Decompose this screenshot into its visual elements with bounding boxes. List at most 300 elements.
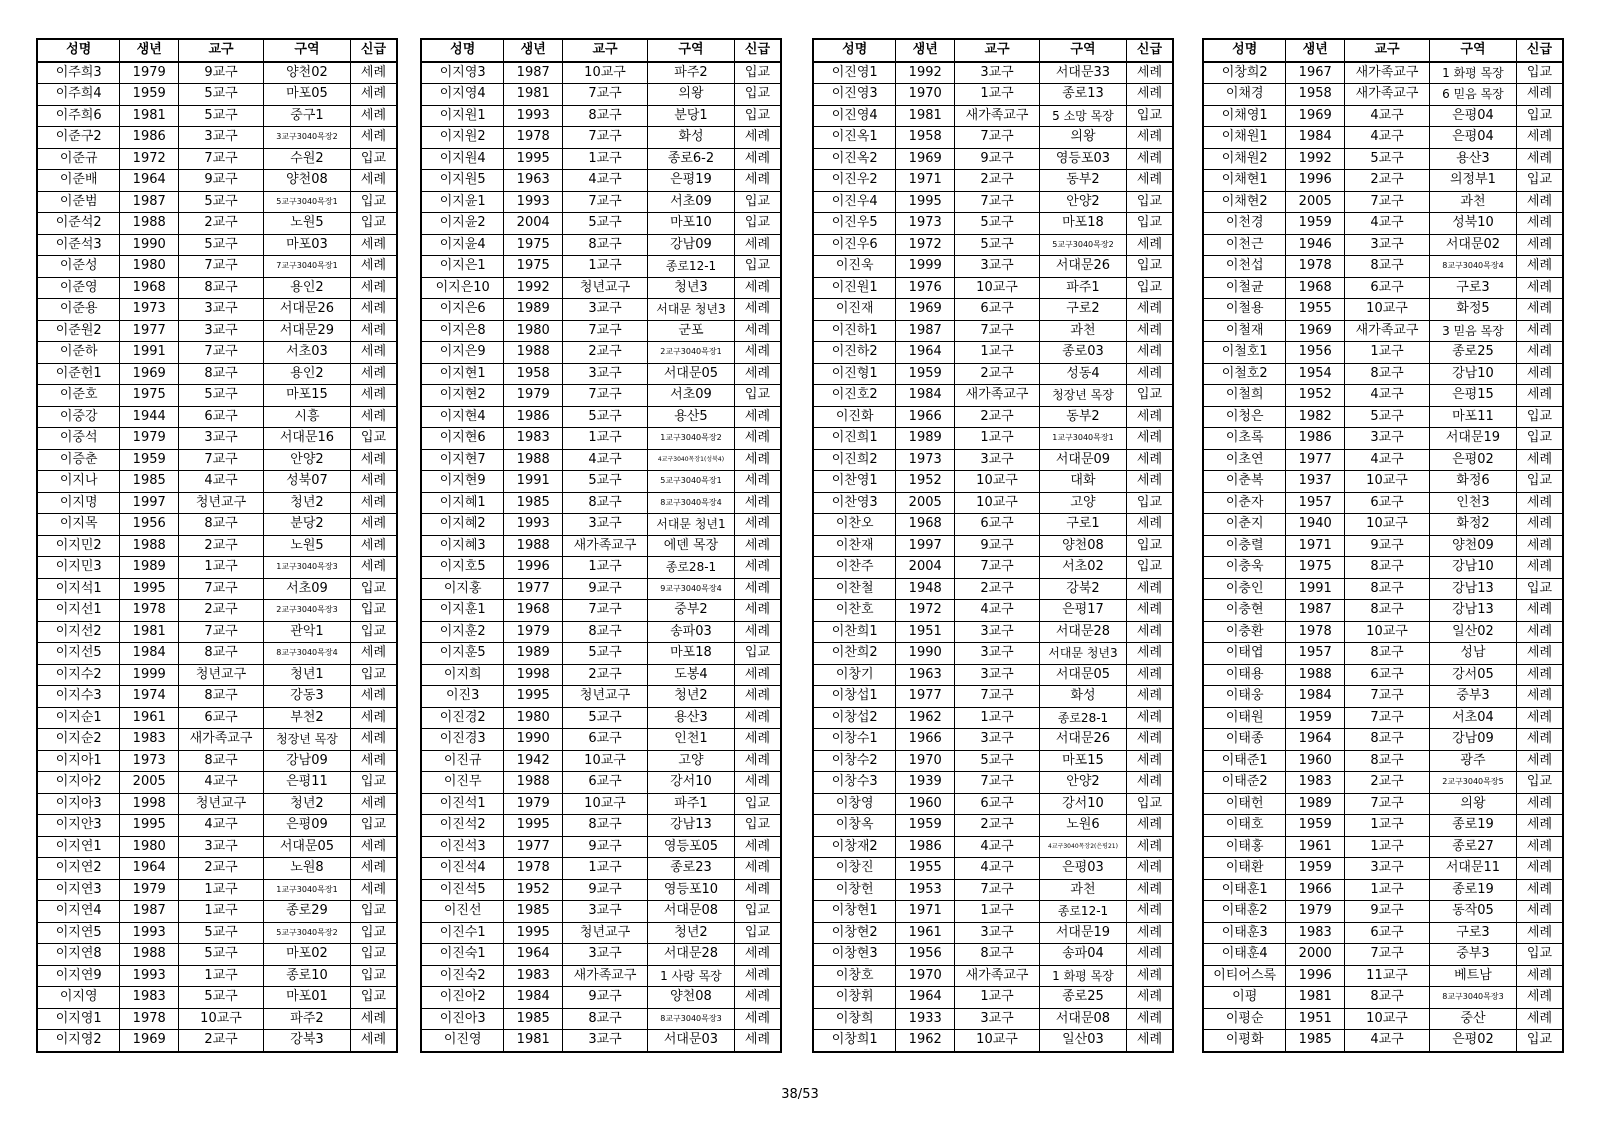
cell-baptism-status: 세례 [1126,299,1173,321]
cell-baptism-status: 세례 [734,686,781,708]
table-row [1203,449,1563,471]
cell-birth-year: 1988 [504,535,563,557]
cell-baptism-status: 세례 [1516,449,1563,471]
cell-baptism-status: 세례 [350,535,397,557]
cell-birth-year: 1984 [120,643,179,665]
cell-district: 서대문28 [1039,621,1126,643]
roster-table [420,38,782,1053]
cell-baptism-status: 입교 [350,987,397,1009]
table-row [421,858,781,880]
cell-birth-year: 1978 [504,127,563,149]
cell-district: 베트남 [1429,965,1516,987]
cell-baptism-status: 세례 [1126,514,1173,536]
cell-baptism-status: 입교 [1126,191,1173,213]
cell-district: 6 믿음 목장 [1429,84,1516,106]
cell-name: 이진옥2 [813,148,896,170]
cell-baptism-status: 입교 [1516,105,1563,127]
table-row [813,901,1173,923]
cell-birth-year: 1958 [1286,84,1345,106]
cell-birth-year: 1977 [1286,449,1345,471]
cell-birth-year: 1987 [120,901,179,923]
cell-district: 5 소망 목장 [1039,105,1126,127]
cell-baptism-status: 세례 [1126,428,1173,450]
cell-baptism-status: 세례 [734,514,781,536]
cell-parish: 3교구 [1345,234,1430,256]
cell-name: 이지윤2 [421,213,504,235]
roster-table [812,38,1174,1053]
cell-district: 화정6 [1429,471,1516,493]
cell-parish: 1교구 [955,428,1040,450]
table-row [37,750,397,772]
cell-parish: 3교구 [955,643,1040,665]
cell-district: 고양 [1039,492,1126,514]
cell-birth-year: 1988 [504,772,563,794]
cell-baptism-status: 입교 [350,965,397,987]
column-header: 성명 [1203,39,1286,62]
table-row [813,987,1173,1009]
cell-baptism-status: 입교 [350,578,397,600]
cell-birth-year: 1959 [120,449,179,471]
cell-parish: 2교구 [179,1030,264,1052]
cell-birth-year: 1990 [504,729,563,751]
table-row [421,815,781,837]
cell-birth-year: 1959 [896,815,955,837]
cell-name: 이철희 [1203,385,1286,407]
table-row [813,191,1173,213]
cell-birth-year: 1983 [1286,922,1345,944]
cell-baptism-status: 세례 [1516,127,1563,149]
table-row [1203,299,1563,321]
cell-name: 이지석1 [37,578,120,600]
cell-birth-year: 1996 [1286,170,1345,192]
cell-district: 마포15 [263,385,350,407]
cell-birth-year: 1968 [120,277,179,299]
cell-baptism-status: 세례 [350,342,397,364]
cell-baptism-status: 세례 [1516,965,1563,987]
cell-birth-year: 1992 [1286,148,1345,170]
cell-parish: 3교구 [179,299,264,321]
table-row [813,664,1173,686]
cell-name: 이증춘 [37,449,120,471]
cell-name: 이준석2 [37,213,120,235]
roster-table [1202,38,1564,1053]
cell-parish: 11교구 [1345,965,1430,987]
table-row [421,342,781,364]
cell-birth-year: 1997 [120,492,179,514]
cell-district: 마포10 [647,213,734,235]
cell-parish: 4교구 [179,772,264,794]
cell-name: 이춘지 [1203,514,1286,536]
cell-parish: 8교구 [1345,750,1430,772]
table-row [1203,643,1563,665]
cell-name: 이지현4 [421,406,504,428]
cell-baptism-status: 세례 [1126,1008,1173,1030]
cell-name: 이지연4 [37,901,120,923]
cell-baptism-status: 세례 [350,277,397,299]
cell-name: 이청은 [1203,406,1286,428]
cell-parish: 1교구 [563,148,648,170]
cell-baptism-status: 세례 [734,299,781,321]
cell-name: 이창희1 [813,1030,896,1052]
cell-baptism-status: 세례 [350,1030,397,1052]
cell-district: 서초09 [647,191,734,213]
cell-baptism-status: 세례 [734,471,781,493]
cell-birth-year: 1977 [120,320,179,342]
cell-name: 이창휘 [813,987,896,1009]
table-row [813,320,1173,342]
cell-parish: 2교구 [955,363,1040,385]
cell-district: 종로12-1 [647,256,734,278]
cell-name: 이철재 [1203,320,1286,342]
cell-parish: 4교구 [1345,385,1430,407]
table-row [421,686,781,708]
cell-birth-year: 1956 [896,944,955,966]
table-row [37,492,397,514]
table-row [1203,600,1563,622]
cell-baptism-status: 세례 [734,965,781,987]
cell-baptism-status: 세례 [1126,664,1173,686]
cell-district: 구로3 [1429,277,1516,299]
cell-district: 수원2 [263,148,350,170]
cell-parish: 7교구 [1345,793,1430,815]
cell-parish: 6교구 [563,772,648,794]
cell-name: 이천섭 [1203,256,1286,278]
cell-birth-year: 1987 [1286,600,1345,622]
cell-birth-year: 1975 [120,385,179,407]
cell-baptism-status: 세례 [734,729,781,751]
cell-parish: 5교구 [179,84,264,106]
cell-birth-year: 1955 [1286,299,1345,321]
cell-birth-year: 1973 [120,299,179,321]
cell-district: 의왕 [647,84,734,106]
cell-birth-year: 1979 [504,385,563,407]
cell-name: 이지아1 [37,750,120,772]
table-row [421,385,781,407]
cell-district: 동부2 [1039,406,1126,428]
cell-district: 은평02 [1429,449,1516,471]
cell-name: 이진영 [421,1030,504,1052]
cell-name: 이창헌 [813,879,896,901]
cell-parish: 2교구 [179,600,264,622]
cell-name: 이지은6 [421,299,504,321]
table-row [1203,105,1563,127]
cell-district: 종로03 [1039,342,1126,364]
table-row [813,578,1173,600]
cell-birth-year: 1972 [896,600,955,622]
cell-district: 동부2 [1039,170,1126,192]
cell-parish: 5교구 [179,191,264,213]
cell-name: 이지명 [37,492,120,514]
table-row [37,471,397,493]
cell-district: 시흥 [263,406,350,428]
cell-parish: 청년교구 [563,686,648,708]
cell-birth-year: 1982 [1286,406,1345,428]
table-row [37,901,397,923]
table-row [421,836,781,858]
table-row [37,944,397,966]
cell-district: 종로27 [1429,836,1516,858]
cell-baptism-status: 세례 [1516,213,1563,235]
cell-baptism-status: 세례 [734,127,781,149]
cell-baptism-status: 입교 [1126,277,1173,299]
cell-baptism-status: 세례 [734,148,781,170]
table-row [1203,707,1563,729]
cell-parish: 8교구 [1345,557,1430,579]
cell-birth-year: 1981 [120,105,179,127]
cell-baptism-status: 세례 [350,127,397,149]
cell-birth-year: 1973 [896,449,955,471]
table-row [813,750,1173,772]
table-row [421,578,781,600]
cell-birth-year: 1987 [504,62,563,84]
cell-name: 이채현2 [1203,191,1286,213]
cell-parish: 6교구 [955,299,1040,321]
cell-parish: 3교구 [955,729,1040,751]
cell-baptism-status: 세례 [1126,170,1173,192]
table-row [813,836,1173,858]
table-row [37,987,397,1009]
cell-district: 구로3 [1429,922,1516,944]
cell-parish: 2교구 [563,664,648,686]
cell-name: 이태준2 [1203,772,1286,794]
table-row [421,406,781,428]
cell-birth-year: 1993 [504,514,563,536]
cell-name: 이진재 [813,299,896,321]
cell-name: 이지연1 [37,836,120,858]
column-header: 교구 [955,39,1040,62]
cell-birth-year: 1960 [1286,750,1345,772]
cell-baptism-status: 입교 [350,772,397,794]
cell-baptism-status: 세례 [350,406,397,428]
column-header: 생년 [896,39,955,62]
table-row [421,471,781,493]
cell-baptism-status: 세례 [1516,277,1563,299]
cell-birth-year: 1998 [504,664,563,686]
cell-name: 이지원2 [421,127,504,149]
cell-baptism-status: 세례 [1516,320,1563,342]
cell-name: 이지원1 [421,105,504,127]
table-row [421,643,781,665]
cell-baptism-status: 입교 [1126,213,1173,235]
cell-parish: 9교구 [563,578,648,600]
cell-name: 이태훈3 [1203,922,1286,944]
cell-name: 이진석3 [421,836,504,858]
cell-parish: 2교구 [179,535,264,557]
cell-parish: 4교구 [955,858,1040,880]
cell-district: 서대문28 [647,944,734,966]
table-row [421,449,781,471]
column-header: 교구 [179,39,264,62]
cell-birth-year: 1985 [1286,1030,1345,1052]
cell-district: 양천08 [263,170,350,192]
cell-baptism-status: 세례 [350,879,397,901]
cell-district: 1교구3040목장2 [647,428,734,450]
cell-birth-year: 1970 [896,750,955,772]
cell-baptism-status: 세례 [1126,686,1173,708]
column-header: 생년 [120,39,179,62]
cell-parish: 7교구 [563,127,648,149]
cell-name: 이진옥1 [813,127,896,149]
cell-parish: 10교구 [955,1030,1040,1052]
cell-name: 이평순 [1203,1008,1286,1030]
table-row [421,191,781,213]
cell-birth-year: 1986 [896,836,955,858]
table-row [1203,320,1563,342]
cell-baptism-status: 입교 [1126,105,1173,127]
cell-birth-year: 1940 [1286,514,1345,536]
cell-parish: 1교구 [179,879,264,901]
cell-name: 이진영4 [813,105,896,127]
table-row [421,707,781,729]
cell-baptism-status: 세례 [1126,643,1173,665]
cell-birth-year: 1948 [896,578,955,600]
table-row [37,1008,397,1030]
cell-district: 서대문26 [263,299,350,321]
cell-baptism-status: 세례 [1516,879,1563,901]
cell-birth-year: 1955 [896,858,955,880]
cell-parish: 3교구 [1345,428,1430,450]
cell-district: 4교구3040목장1(성북4) [647,449,734,471]
cell-birth-year: 1989 [896,428,955,450]
cell-name: 이진화 [813,406,896,428]
cell-birth-year: 1979 [504,621,563,643]
cell-birth-year: 1992 [504,277,563,299]
column-header: 신급 [734,39,781,62]
cell-birth-year: 1973 [896,213,955,235]
cell-name: 이지연3 [37,879,120,901]
cell-district: 종로25 [1429,342,1516,364]
table-row [37,170,397,192]
cell-birth-year: 1964 [1286,729,1345,751]
table-row [1203,148,1563,170]
table-header-row [1203,39,1563,62]
cell-district: 과천 [1039,879,1126,901]
cell-baptism-status: 세례 [734,836,781,858]
table-row [421,879,781,901]
cell-parish: 3교구 [563,363,648,385]
table-row [813,299,1173,321]
cell-baptism-status: 세례 [1126,600,1173,622]
cell-baptism-status: 세례 [1516,299,1563,321]
cell-district: 종로29 [263,901,350,923]
cell-name: 이춘자 [1203,492,1286,514]
cell-baptism-status: 입교 [1126,492,1173,514]
cell-parish: 7교구 [1345,707,1430,729]
cell-birth-year: 1995 [504,686,563,708]
cell-parish: 7교구 [955,686,1040,708]
table-row [37,449,397,471]
cell-parish: 5교구 [179,922,264,944]
cell-district: 은평09 [263,815,350,837]
cell-parish: 8교구 [955,944,1040,966]
cell-birth-year: 1989 [1286,793,1345,815]
table-row [37,342,397,364]
cell-parish: 새가족교구 [563,965,648,987]
cell-parish: 8교구 [1345,600,1430,622]
cell-name: 이태웅 [1203,686,1286,708]
table-row [37,815,397,837]
table-row [421,965,781,987]
cell-baptism-status: 세례 [1126,836,1173,858]
table-row [1203,944,1563,966]
cell-district: 서초09 [263,578,350,600]
table-row [421,729,781,751]
cell-name: 이진아2 [421,987,504,1009]
cell-district: 영등포10 [647,879,734,901]
cell-name: 이채영1 [1203,105,1286,127]
cell-name: 이창수1 [813,729,896,751]
cell-baptism-status: 세례 [350,363,397,385]
table-row [813,385,1173,407]
cell-baptism-status: 세례 [1126,707,1173,729]
cell-name: 이철균 [1203,277,1286,299]
table-row [1203,256,1563,278]
cell-district: 서초04 [1429,707,1516,729]
cell-district: 종로28-1 [1039,707,1126,729]
cell-baptism-status: 세례 [1516,557,1563,579]
cell-baptism-status: 세례 [734,170,781,192]
cell-name: 이창진 [813,858,896,880]
cell-name: 이평화 [1203,1030,1286,1052]
cell-district: 중부2 [647,600,734,622]
cell-baptism-status: 세례 [1126,815,1173,837]
cell-district: 청장년 목장 [1039,385,1126,407]
cell-baptism-status: 세례 [734,707,781,729]
cell-name: 이창희2 [1203,62,1286,84]
cell-name: 이진석4 [421,858,504,880]
table-row [421,127,781,149]
table-row [813,84,1173,106]
table-row [421,772,781,794]
cell-district: 청년2 [647,686,734,708]
cell-parish: 4교구 [563,170,648,192]
cell-birth-year: 2005 [120,772,179,794]
cell-baptism-status: 세례 [350,1008,397,1030]
cell-baptism-status: 세례 [1516,514,1563,536]
cell-birth-year: 1951 [1286,1008,1345,1030]
cell-parish: 8교구 [1345,578,1430,600]
cell-baptism-status: 입교 [350,664,397,686]
cell-name: 이찬오 [813,514,896,536]
cell-baptism-status: 세례 [1126,342,1173,364]
cell-name: 이진영1 [813,62,896,84]
cell-parish: 7교구 [955,191,1040,213]
cell-birth-year: 1956 [1286,342,1345,364]
cell-name: 이진희1 [813,428,896,450]
table-row [37,514,397,536]
cell-name: 이철호2 [1203,363,1286,385]
cell-baptism-status: 세례 [1126,127,1173,149]
table-row [813,965,1173,987]
cell-name: 이채원1 [1203,127,1286,149]
cell-baptism-status: 세례 [1516,256,1563,278]
cell-parish: 3교구 [179,127,264,149]
table-row [421,299,781,321]
cell-district: 강남13 [1429,578,1516,600]
cell-birth-year: 2005 [896,492,955,514]
cell-district: 의정부1 [1429,170,1516,192]
cell-birth-year: 1993 [120,965,179,987]
table-row [813,535,1173,557]
table-row [813,105,1173,127]
cell-name: 이준규 [37,148,120,170]
cell-name: 이지현1 [421,363,504,385]
cell-baptism-status: 세례 [1516,342,1563,364]
cell-name: 이평 [1203,987,1286,1009]
cell-parish: 1교구 [955,707,1040,729]
cell-birth-year: 1953 [896,879,955,901]
cell-birth-year: 1978 [1286,256,1345,278]
